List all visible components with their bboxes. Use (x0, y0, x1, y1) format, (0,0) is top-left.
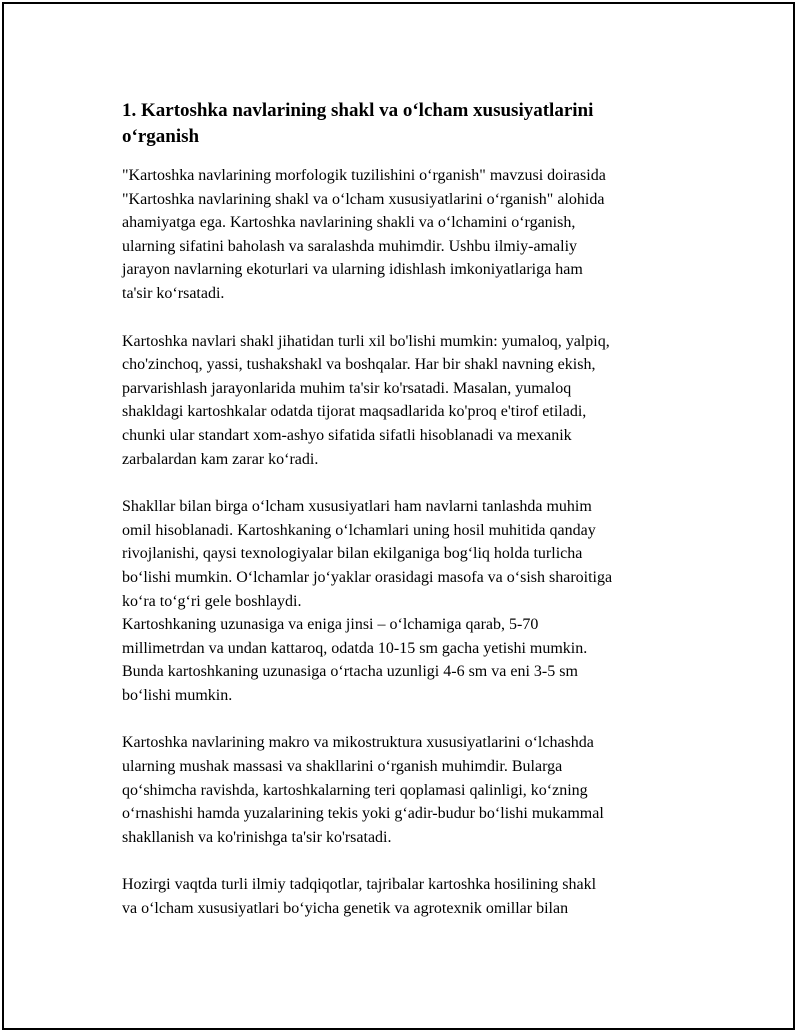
paragraph-2: Kartoshka navlari shakl jihatidan turli xil bo'lishi mumkin: yumaloq, yalpiq, cho'zinchoq, yassi, tushakshakl va boshqalar. Har bir shakl navning ekish, parvarishlash jarayonlarida muhim ta'sir ko'rsatadi. Masalan, yumaloq shakldagi kartoshkalar odatda tijorat maqsadlarida ko'proq e'tirof etiladi, chunki ular standart xom-ashyo sifatida sifatli hisoblanadi va mexanik zarbalardan kam zarar ko‘radi. (122, 332, 610, 468)
paragraph-3: Shakllar bilan birga o‘lcham xususiyatlari ham navlarni tanlashda muhim omil hisoblanadi. Kartoshkaning o‘lchamlari uning hosil muhitida qanday rivojlanishi, qaysi texnologiyalar bilan ekilganiga bog‘liq holda turlicha bo‘lishi mumkin. O‘lchamlar jo‘yaklar orasidagi masofa va o‘sish sharoitiga ko‘ra to‘g‘ri gele boshlaydi. Kartoshkaning uzunasiga va eniga jinsi – o‘lchamiga qarab, 5-70 millimetrdan va undan kattaroq, odatda 10-15 sm gacha yetishi mumkin. Bunda kartoshkaning uzunasiga o‘rtacha uzunligi 4-6 sm va eni 3-5 sm bo‘lishi mumkin. (122, 498, 613, 704)
paragraph-5: Hozirgi vaqtda turli ilmiy tadqiqotlar, tajribalar kartoshka hosilining shakl va o‘lcham xususiyatlari bo‘yicha genetik va agrotexnik omillar bilan (122, 876, 597, 918)
paragraph-4: Kartoshka navlarining makro va mikostruktura xususiyatlarini o‘lchashda ularning mushak massasi va shakllarini o‘rganish muhimdir. Bularga qo‘shimcha ravishda, kartoshkalarning teri qoplamasi qalinligi, ko‘zning o‘rnashishi hamda yuzalarining tekis yoki g‘adir-budur bo‘lishi mukammal shakllanish va ko'rinishga ta'sir ko'rsatadi. (122, 734, 604, 846)
paragraph-1: "Kartoshka navlarining morfologik tuzilishini o‘rganish" mavzusi doirasida "Kartoshka navlarining shakl va o‘lcham xususiyatlarini o‘rganish" alohida ahamiyatga ega. Kartoshka navlarining shakli va o‘lchamini o‘rganish, ularning sifatini baholash va saralashda muhimdir. Ushbu ilmiy-amaliy jarayon navlarning ekoturlari va ularning idishlash imkoniyatlariga ham ta'sir ko‘rsatadi. (122, 167, 606, 302)
page-frame (2, 2, 795, 1030)
section-heading: 1. Kartoshka navlarining shakl va o‘lcham xususiyatlarini o‘rganish (122, 100, 594, 147)
document-body (122, 98, 697, 921)
